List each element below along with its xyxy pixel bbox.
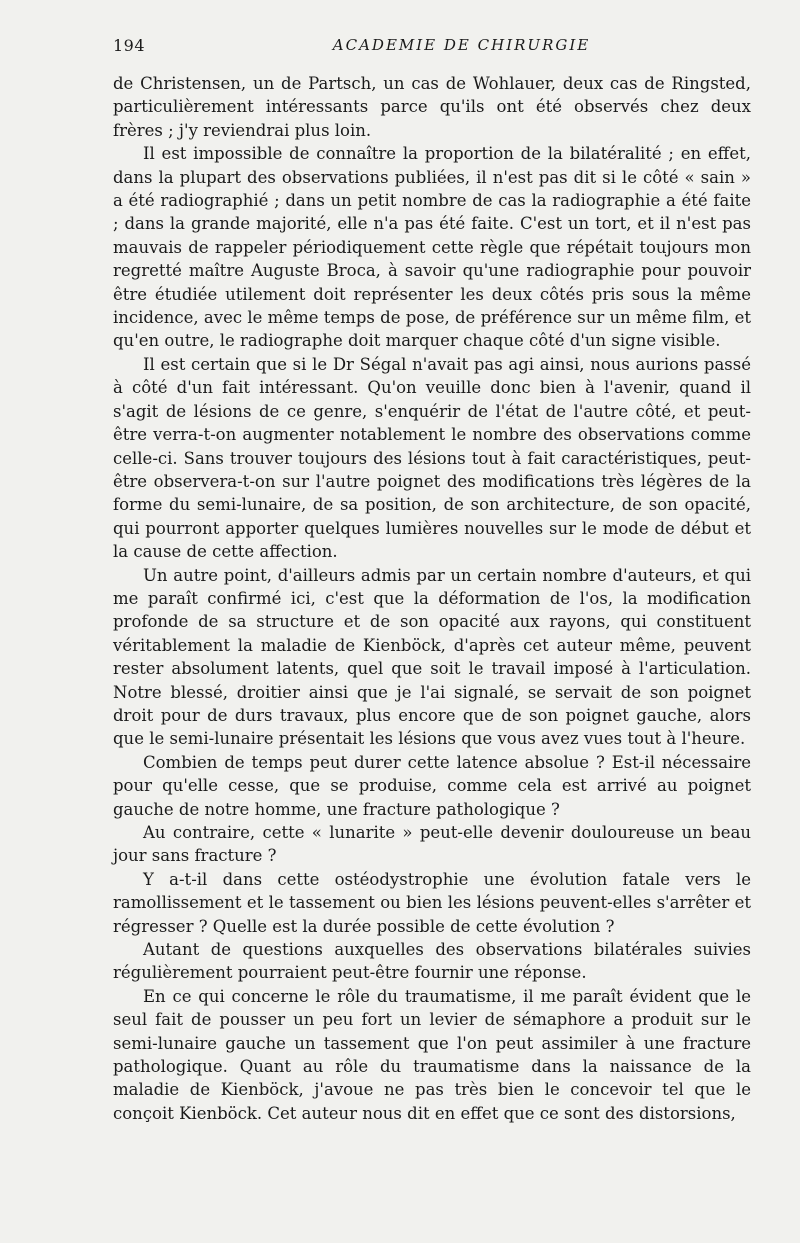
paragraph: Il est impossible de connaître la proportion de la bilatéralité ; en effet, dans la plupart des observations publiées, il n'est pas dit si le côté « sain » a été radiographié ; dans un petit nombre de cas la radiographie a été faite ; dans la grande majorité, elle n'a pas été faite. C'est un tort, et il n'est pas mauvais de rappeler périodiquement cette règle que répétait toujours mon regretté maître Auguste Broca, à savoir qu'une radiographie pour pouvoir être étudiée utilement doit représenter les deux côtés pris sous la même incidence, avec le même temps de pose, de préférence sur un même film, et qu'en outre, le radiographe doit marquer chaque côté d'un signe visible. [113, 144, 751, 351]
running-title: ACADEMIE DE CHIRURGIE [332, 36, 591, 54]
paragraph: Un autre point, d'ailleurs admis par un certain nombre d'auteurs, et qui me paraît confirmé ici, c'est que la déformation de l'os, la modification profonde de sa structure et de son opacité aux rayons, qui constituent véritablement la maladie de Kienböck, d'après cet auteur même, peuvent rester absolument latents, quel que soit le travail imposé à l'articulation. Notre blessé, droitier ainsi que je l'ai signalé, se servait de son poignet droit pour de durs travaux, plus encore que de son poignet gauche, alors que le semi-lunaire présentait les lésions que vous avez vues tout à l'heure. [113, 565, 751, 749]
paragraph: En ce qui concerne le rôle du traumatisme, il me paraît évident que le seul fait de pousser un peu fort un levier de sémaphore a produit sur le semi-lunaire gauche un tassement que l'on peut assimiler à une fracture pathologique. Quant au rôle du traumatisme dans la naissance de la maladie de Kienböck, j'avoue ne pas très bien le concevoir tel que le conçoit Kienböck. Cet auteur nous dit en effet que ce sont des distorsions, [113, 986, 751, 1123]
paragraph: Y a-t-il dans cette ostéodystrophie une évolution fatale vers le ramollissement et le tassement ou bien les lésions peuvent-elles s'arrêter et régresser ? Quelle est la durée possible de cette évolution ? [113, 869, 751, 936]
paragraph: Autant de questions auxquelles des observations bilatérales suivies régulièrement pourraient peut-être fournir une réponse. [113, 940, 751, 983]
paragraph: Il est certain que si le Dr Ségal n'avait pas agi ainsi, nous aurions passé à côté d'un fait intéressant. Qu'on veuille donc bien à l'avenir, quand il s'agit de lésions de ce genre, s'enquérir de l'état de l'autre côté, et peut-être verra-t-on augmenter notablement le nombre des observations comme celle-ci. Sans trouver toujours des lésions tout à fait caractéristiques, peut-être observera-t-on sur l'autre poignet des modifications très légères de la forme du semi-lunaire, de sa position, de son architecture, de son opacité, qui pourront apporter quelques lumières nouvelles sur le mode de début et la cause de cette affection. [113, 354, 751, 562]
paragraph: Combien de temps peut durer cette latence absolue ? Est-il nécessaire pour qu'elle cesse, que se produise, comme cela est arrivé au poignet gauche de notre homme, une fracture pathologique ? [113, 752, 751, 819]
page-number: 194 [113, 36, 146, 55]
paragraph: Au contraire, cette « lunarite » peut-elle devenir douloureuse un beau jour sans fracture ? [113, 823, 751, 866]
paragraph: de Christensen, un de Partsch, un cas de Wohlauer, deux cas de Ringsted, particulièrement intéressants parce qu'ils ont été observés chez deux frères ; j'y reviendrai plus loin. [113, 74, 751, 140]
page-header [113, 36, 750, 58]
body-text [113, 72, 751, 1125]
